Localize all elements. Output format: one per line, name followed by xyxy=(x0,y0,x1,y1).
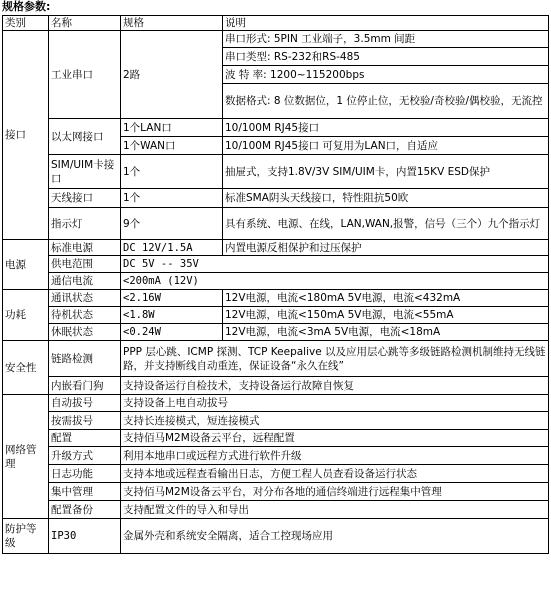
spec-table xyxy=(2,15,549,554)
table-row xyxy=(3,377,549,395)
desc-cell: 12V电源，电流<150mA 5V电源，电流<55mA xyxy=(223,307,549,324)
spec-cell: 9个 xyxy=(121,208,223,240)
table-row xyxy=(3,208,549,240)
table-row xyxy=(3,395,549,412)
name-cell: 天线接口 xyxy=(49,189,121,208)
spec-cell: 金属外壳和系统安全隔离，适合工控现场应用 xyxy=(121,519,549,554)
name-cell: 升级方式 xyxy=(49,447,121,465)
table-row xyxy=(3,341,549,377)
header-spec: 规格 xyxy=(121,16,223,31)
category-cell: 电源 xyxy=(3,240,49,290)
name-cell: IP30 xyxy=(49,519,121,554)
table-row xyxy=(3,31,549,48)
name-cell: 日志功能 xyxy=(49,465,121,483)
name-cell: 集中管理 xyxy=(49,483,121,501)
name-cell: 工业串口 xyxy=(49,31,121,119)
name-cell: 标准电源 xyxy=(49,240,121,256)
name-cell: 配置备份 xyxy=(49,501,121,519)
desc-cell: 串口形式: 5PIN 工业端子，3.5mm 间距 xyxy=(223,31,549,48)
desc-cell: 具有系统、电源、在线，LAN,WAN,报警，信号（三个）九个指示灯 xyxy=(223,208,549,240)
name-cell: SIM/UIM卡接口 xyxy=(49,155,121,189)
name-cell: 供电范围 xyxy=(49,256,121,273)
desc-cell: 标准SMA阴头天线接口，特性阻抗50欧 xyxy=(223,189,549,208)
table-row xyxy=(3,465,549,483)
name-cell: 指示灯 xyxy=(49,208,121,240)
name-cell: 通讯状态 xyxy=(49,290,121,307)
spec-cell: 利用本地串口或远程方式进行软件升级 xyxy=(121,447,549,465)
spec-cell: PPP 层心跳、ICMP 探测、TCP Keepalive 以及应用层心跳等多级链路检测机制维持无线链路，并支持断线自动重连，保证设备“永久在线” xyxy=(121,341,549,377)
table-row xyxy=(3,256,549,273)
table-row xyxy=(3,240,549,256)
table-row xyxy=(3,189,549,208)
spec-cell: 1个 xyxy=(121,189,223,208)
name-cell: 通信电流 xyxy=(49,273,121,290)
table-row xyxy=(3,324,549,341)
table-row xyxy=(3,290,549,307)
spec-cell: 1个 xyxy=(121,155,223,189)
spec-cell: 支持本地或远程查看输出日志，方便工程人员查看设备运行状态 xyxy=(121,465,549,483)
table-row xyxy=(3,447,549,465)
desc-cell: 10/100M RJ45接口 xyxy=(223,119,549,137)
spec-cell: 2路 xyxy=(121,31,223,119)
desc-cell: 12V电源，电流<180mA 5V电源，电流<432mA xyxy=(223,290,549,307)
category-cell: 安全性 xyxy=(3,341,49,395)
name-cell: 休眠状态 xyxy=(49,324,121,341)
desc-cell: 抽屉式，支持1.8V/3V SIM/UIM卡，内置15KV ESD保护 xyxy=(223,155,549,189)
table-row xyxy=(3,119,549,137)
spec-cell: <200mA (12V) xyxy=(121,273,549,290)
header-row xyxy=(3,16,549,31)
spec-heading: 规格参数: xyxy=(2,0,51,13)
name-cell: 内嵌看门狗 xyxy=(49,377,121,395)
desc-cell: 数据格式: 8 位数据位，1 位停止位，无校验/奇校验/偶校验，无流控 xyxy=(223,84,549,119)
spec-cell: <0.24W xyxy=(121,324,223,341)
table-row xyxy=(3,273,549,290)
spec-cell: 支持配置文件的导入和导出 xyxy=(121,501,549,519)
category-cell: 功耗 xyxy=(3,290,49,341)
name-cell: 链路检测 xyxy=(49,341,121,377)
table-row xyxy=(3,307,549,324)
spec-cell: 支持设备运行自检技术，支持设备运行故障自恢复 xyxy=(121,377,549,395)
category-cell: 网络管理 xyxy=(3,395,49,519)
spec-cell: 1个LAN口 xyxy=(121,119,223,137)
spec-cell: DC 12V/1.5A xyxy=(121,240,223,256)
header-desc: 说明 xyxy=(223,16,549,31)
name-cell: 配置 xyxy=(49,430,121,447)
spec-cell: 1个WAN口 xyxy=(121,137,223,155)
table-row xyxy=(3,483,549,501)
header-category: 类别 xyxy=(3,16,49,31)
category-cell: 防护等级 xyxy=(3,519,49,554)
table-row xyxy=(3,412,549,430)
desc-cell: 10/100M RJ45接口 可复用为LAN口，自适应 xyxy=(223,137,549,155)
table-row xyxy=(3,155,549,189)
name-cell: 待机状态 xyxy=(49,307,121,324)
name-cell: 按需拔号 xyxy=(49,412,121,430)
category-cell: 接口 xyxy=(3,31,49,240)
spec-cell: 支持佰马M2M设备云平台，远程配置 xyxy=(121,430,549,447)
spec-cell: 支持长连接模式，短连接模式 xyxy=(121,412,549,430)
desc-cell: 波 特 率: 1200~115200bps xyxy=(223,66,549,84)
table-row xyxy=(3,501,549,519)
name-cell: 以太网接口 xyxy=(49,119,121,155)
desc-cell: 12V电源，电流<3mA 5V电源，电流<18mA xyxy=(223,324,549,341)
desc-cell: 串口类型: RS-232和RS-485 xyxy=(223,48,549,66)
spec-cell: 支持设备上电自动拔号 xyxy=(121,395,549,412)
table-row xyxy=(3,430,549,447)
table-row xyxy=(3,519,549,554)
spec-cell: 支持佰马M2M设备云平台，对分布各地的通信终端进行远程集中管理 xyxy=(121,483,549,501)
spec-cell: <1.8W xyxy=(121,307,223,324)
header-name: 名称 xyxy=(49,16,121,31)
name-cell: 自动拔号 xyxy=(49,395,121,412)
spec-cell: <2.16W xyxy=(121,290,223,307)
desc-cell: 内置电源反相保护和过压保护 xyxy=(223,240,549,256)
spec-cell: DC 5V -- 35V xyxy=(121,256,549,273)
